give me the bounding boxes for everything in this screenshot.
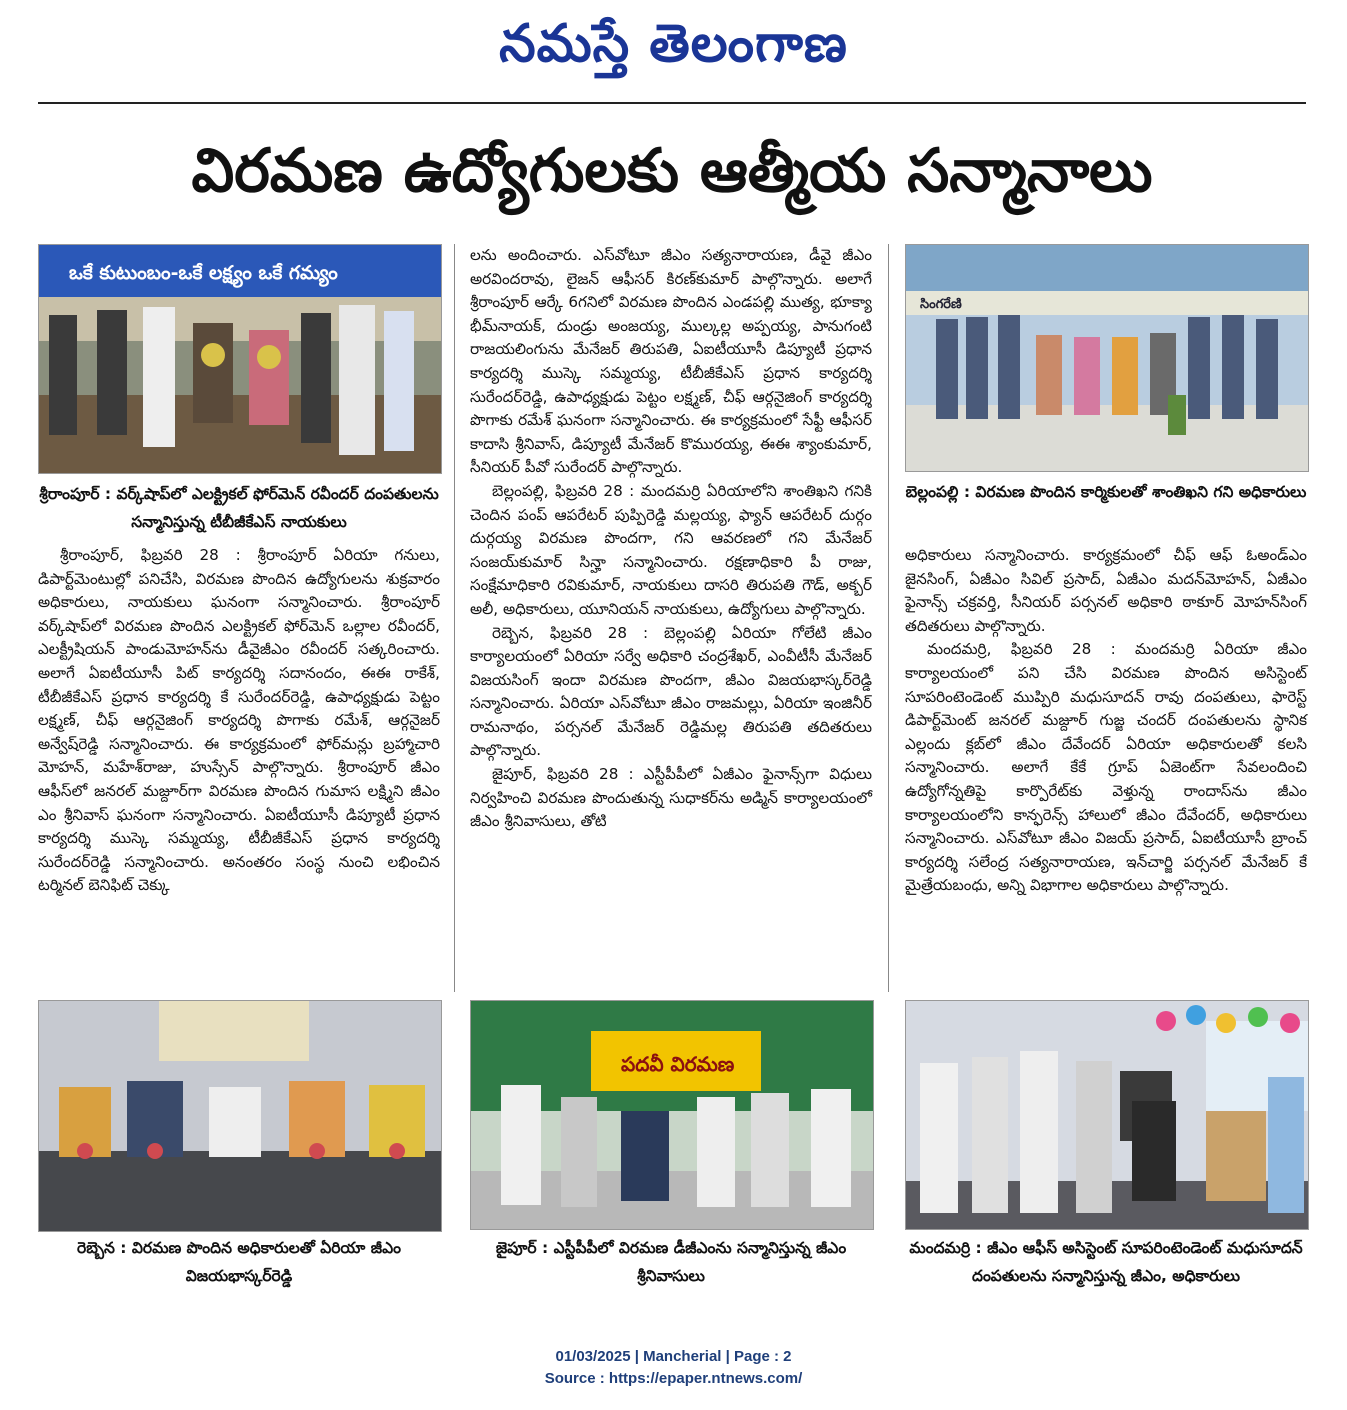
article-column-right [905, 544, 1307, 898]
footer-source: Source : https://epaper.ntnews.com/ [544, 1370, 803, 1387]
photo-top-left [38, 244, 442, 474]
photo-caption-top-left: శ్రీరాంపూర్ : వర్క్‌షాప్‌లో ఎలక్ట్రికల్ ఫోర్‌మెన్ రవీందర్ దంపతులను సన్మానిస్తున్న టీబీజీకేఎస్ నాయకులు [39, 485, 439, 531]
paragraph: శ్రీరాంపూర్, ఫిబ్రవరి 28 : శ్రీరాంపూర్ ఏరియా గనులు, డిపార్ట్‌మెంటుల్లో పనిచేసి, విరమణ పొందిన ఉద్యోగులను శుక్రవారం అధికారులు, నాయకులు ఘనంగా సన్మానించారు. శ్రీరాంపూర్ వర్క్‌షాప్‌లో విరమణ పొందిన ఎలక్ట్రికల్ ఫోర్‌మెన్ ఒల్లాల రవీందర్, ఎలక్ట్రీషియన్ పాండుమోహన్‌ను డీవైజీఎం రవీందర్ సత్కరించారు. అలాగే ఏఐటీయూసీ పిట్ కార్యదర్శి సదానందం, ఈఈ రాకేశ్, టీబీజీకేఎస్ ప్రధాన కార్యదర్శి కే సురేందర్‌రెడ్డి, ఉపాధ్యక్షుడు పెట్టం లక్ష్మణ్, చీఫ్ ఆర్గనైజింగ్ కార్యదర్శి పొగాకు రమేశ్, ఆర్గనైజర్ అన్వేష్‌రెడ్డి సన్మానించారు. ఈ కార్యక్రమంలో ఫోర్‌మన్లు బ్రహ్మాచారి మోహన్, మహేశ్‌రాజు, హుస్సేన్ పాల్గొన్నారు. శ్రీరాంపూర్ జీఎం ఆఫీస్‌లో జనరల్ మజ్దూర్‌గా విరమణ పొందిన గుమాస లక్ష్మిని జీఎం ఎం శ్రీనివాస్ ఘనంగా సన్మానించారు. ఏఐటీయూసీ డిప్యూటీ ప్రధాన కార్యదర్శి ముస్కె సమ్మయ్య, టీబీజీకేఎస్ ప్రధాన కార్యదర్శి సురేందర్‌రెడ్డి సన్మానించారు. అనంతరం సంస్థ నుంచి లభించిన టర్మినల్ బెనిఫిట్ చెక్కు [38, 546, 440, 895]
masthead-rule [38, 102, 1306, 104]
article-column-left [38, 544, 440, 898]
paragraph: బెల్లంపల్లి, ఫిబ్రవరి 28 : మందమర్రి ఏరియాలోని శాంతిఖని గనికి చెందిన పంప్ ఆపరేటర్ పుప్పిరెడ్డి మల్లయ్య, ఫ్యాన్ ఆపరేటర్ దుర్గం దుర్గయ్య విరమణ పొందగా, గని ఆవరణలో గని మేనేజర్ సంజయ్‌కుమార్ సిన్హా సన్మానించారు. రక్షణాధికారి పీ రాజు, సంక్షేమాధికారి రవికుమార్, నాయకులు దాసరి తిరుపతి గౌడ్, అక్బర్ అలీ, అధికారులు, యూనియన్ నాయకులు, ఉద్యోగులు పాల్గొన్నారు. [470, 481, 872, 618]
photo-bottom-left [38, 1000, 442, 1232]
photo-bottom-right [905, 1000, 1309, 1230]
photo-bottom-middle [470, 1000, 874, 1230]
paragraph: లను అందించారు. ఎస్‌వోటూ జీఎం సత్యనారాయణ, డీవై జీఎం అరవిందరావు, లైజన్ ఆఫీసర్ కిరణ్‌కుమార్ పాల్గొన్నారు. అలాగే శ్రీరాంపూర్ ఆర్కే 6గనిలో విరమణ పొందిన ఎండపల్లి ముత్య, భూక్యా భీమ్‌నాయక్, దుండ్రు అంజయ్య, ముల్కల్ల అప్పయ్య, పానుగంటి రాజయలింగును మేనేజర్ తిరుపతి, ఏఐటీయూసీ డిప్యూటీ ప్రధాన కార్యదర్శి ముస్కె సమ్మయ్య, టీబీజీకేఎస్ ప్రధాన కార్యదర్శి సురేందర్‌రెడ్డి, ఉపాధ్యక్షుడు పెట్టం లక్ష్మణ్, చీఫ్ ఆర్గనైజింగ్ కార్యదర్శి పొగాకు రమేశ్ ఘనంగా సన్మానించారు. ఈ కార్యక్రమంలో సేఫ్టీ ఆఫీసర్ కాదాసి శ్రీనివాస్, డిప్యూటీ మేనేజర్ కొమురయ్య, ఈఈ శ్యాంకుమార్, సీనియర్ పీవో సురేందర్ పాల్గొన్నారు. [470, 246, 872, 477]
banner-text: పదవీ విరమణ [621, 1052, 735, 1076]
column-divider [888, 244, 889, 992]
paragraph: రెబ్బెన, ఫిబ్రవరి 28 : బెల్లంపల్లి ఏరియా గోలేటి జీఎం కార్యాలయంలో ఏరియా సర్వే అధికారి చంద్రశేఖర్, ఎంవీటీసీ మేనేజర్ విజయసింగ్ ఇందా విరమణ పొందగా, జీఎం విజయభాస్కర్‌రెడ్డి సన్మానించారు. ఏరియా ఎస్‌వోటూ జీఎం రాజమల్లు, ఏరియా ఇంజినీర్ రామనాథం, పర్సనల్ మేనేజర్ రెడ్డిమల్ల తిరుపతి తదితరులు పాల్గొన్నారు. [470, 623, 872, 760]
masthead-logo: నమస్తే తెలంగాణ [499, 13, 848, 74]
article-column-middle [470, 244, 872, 834]
footer-date-edition: 01/03/2025 | Mancherial | Page : 2 [555, 1348, 792, 1365]
paragraph: జైపూర్, ఫిబ్రవరి 28 : ఎస్టీపీపీలో ఏజీఎం ఫైనాన్స్‌గా విధులు నిర్వహించి విరమణ పొందుతున్న సుధాకర్‌ను అడ్మిన్ కార్యాలయంలో జీఎం శ్రీనివాసులు, తోటి [470, 765, 872, 831]
photo-caption-bottom-middle: జైపూర్ : ఎస్టీపీపీలో విరమణ డీజీఎంను సన్మానిస్తున్న జీఎం శ్రీనివాసులు [495, 1239, 847, 1285]
photo-caption-bottom-right: మందమర్రి : జీఎం ఆఫీస్ అసిస్టెంట్ సూపరింటెండెంట్ మధుసూదన్ దంపతులను సన్మానిస్తున్న జీఎం, అధికారులు [909, 1239, 1303, 1285]
headline: విరమణ ఉద్యోగులకు ఆత్మీయ సన్మానాలు [191, 136, 1153, 206]
paragraph: అధికారులు సన్మానించారు. కార్యక్రమంలో చీఫ్ ఆఫ్ ఓఅండ్ఎం జైనసింగ్, ఏజీఎం సివిల్ ప్రసాద్, ఏజీఎం మదన్‌మోహన్, ఏజీఎం ఫైనాన్స్ చక్రవర్తి, సీనియర్ పర్సనల్ అధికారి ఠాకూర్ మోహన్‌సింగ్ తదితరులు పాల్గొన్నారు. [905, 546, 1307, 635]
photo-caption-bottom-left: రెబ్బెన : విరమణ పొందిన అధికారులతో ఏరియా జీఎం విజయభాస్కర్‌రెడ్డి [77, 1239, 401, 1285]
banner-text: సింగరేణి [920, 297, 962, 312]
photo-caption-top-right: బెల్లంపల్లి : విరమణ పొందిన కార్మికులతో శాంతిఖని గని అధికారులు [905, 483, 1307, 501]
photo-top-right [905, 244, 1309, 472]
column-divider [454, 244, 455, 992]
banner-text: ఒకే కుటుంబం-ఒకే లక్ష్యం ఒకే గమ్యం [69, 262, 338, 284]
paragraph: మందమర్రి, ఫిబ్రవరి 28 : మందమర్రి ఏరియా జీఎం కార్యాలయంలో పని చేసి విరమణ పొందిన అసిస్టెంట్ సూపరింటెండెంట్ ముప్పిరి మధుసూదన్ రావు దంపతులు, ఫారెస్ట్ డిపార్ట్‌మెంట్ జనరల్ మజ్దూర్ గుజ్జ చందర్ దంపతులను స్థానిక ఎల్లందు క్లబ్‌లో జీఎం దేవేందర్ ఏరియా అధికారులతో కలసి సన్మానించారు. అలాగే కేకే గ్రూప్ ఏజెంట్‌గా సేవలందించి ఉద్యోగోన్నతిపై కార్పొరేట్‌కు వెళ్తున్న రాందాస్‌ను జీఎం కార్యాలయంలోని కాన్ఫరెన్స్ హాలులో జీఎం దేవేందర్, అధికారులు సన్మానించారు. ఎస్‌వోటూ జీఎం విజయ్ ప్రసాద్, ఏఐటీయూసీ బ్రాంచ్ కార్యదర్శి సలేంద్ర సత్యనారాయణ, ఇన్‌చార్జి పర్సనల్ మేనేజర్ కే మైత్రేయబంధు, అన్ని విభాగాల అధికారులు పాల్గొన్నారు. [905, 640, 1307, 895]
